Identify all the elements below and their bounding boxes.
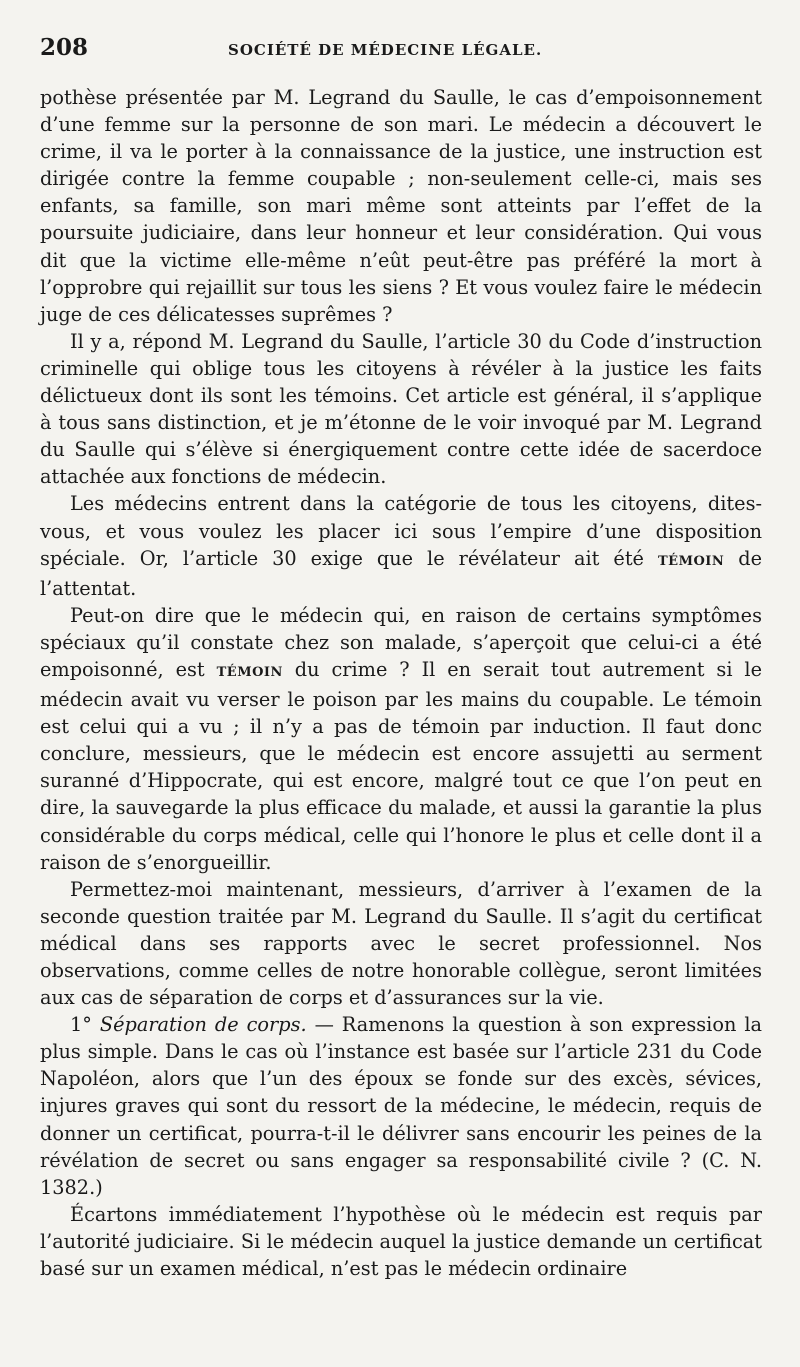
paragraph xyxy=(40,490,762,601)
paragraph: Écartons immédiatement l’hypothèse où le médecin est requis par l’autorité judiciaire. Si le médecin auquel la justice demande un certificat basé sur un examen médical, n’est pas le médecin ordinaire xyxy=(40,1202,762,1281)
section-number: 1° xyxy=(70,1013,100,1037)
paragraph-text: de l’attentat. xyxy=(40,546,763,600)
smallcaps-term: TÉMOIN xyxy=(216,664,283,680)
page-number: 208 xyxy=(40,34,89,61)
paragraph-text: du crime ? Il en serait tout autrement si le médecin avait vu verser le poison par les mains du coupable. Le témoin est celui qui a vu ; il n’y a pas de témoin par induction. Il faut donc conclure, messieurs, que le médecin est encore assujetti au serment suranné d’Hippocrate, qui est encore, malgré tout ce que l’on peut en dire, la sauvegarde la plus efficace du malade, et aussi la garantie la plus considérable du corps médical, celle qui l’honore le plus et celle dont il a raison de s’enorgueillir. xyxy=(40,657,762,874)
smallcaps-term: TÉMOIN xyxy=(657,553,725,569)
paragraph: Il y a, répond M. Legrand du Saulle, l’article 30 du Code d’instruction criminelle qui oblige tous les citoyens à révéler à la justice les faits délictueux dont ils sont les témoins. Cet article est général, il s’applique à tous sans distinction, et je m’étonne de le voir invoqué par M. Legrand du Saulle qui s’élève si énergiquement contre cette idée de sacerdoce attachée aux fonctions de médecin. xyxy=(40,329,762,489)
page-header xyxy=(40,34,762,74)
paragraph: Permettez-moi maintenant, messieurs, d’arriver à l’examen de la seconde question traitée par M. Legrand du Saulle. Il s’agit du certificat médical dans ses rapports avec le secret professionnel. Nos observations, comme celles de notre honorable collègue, seront limitées aux cas de séparation de corps et d’assurances sur la vie. xyxy=(40,877,762,1010)
running-head: SOCIÉTÉ DE MÉDECINE LÉGALE. xyxy=(228,41,543,59)
section-heading: Séparation de corps. xyxy=(99,1013,307,1037)
paragraph xyxy=(40,602,762,876)
paragraph-text: — Ramenons la question à son expression la plus simple. Dans le cas où l’instance est basée sur l’article 231 du Code Napoléon, alors que l’un des époux se fonde sur des excès, sévices, injures graves qui sont du ressort de la médecine, le médecin, requis de donner un certificat, pourra-t-il le délivrer sans encourir les peines de la révélation de secret ou sans engager sa responsabilité civile ? (C. N. 1382.) xyxy=(40,1013,762,1199)
paragraph xyxy=(40,1011,762,1201)
paragraph-text: Peut-on dire que le médecin qui, en raison de certains symptômes spéciaux qu’il constate chez son malade, s’aperçoit que celui-ci a été empoisonné, est xyxy=(40,603,762,681)
body-text xyxy=(40,84,762,1282)
paragraph-text: Les médecins entrent dans la catégorie de tous les citoyens, dites-vous, et vous voulez les placer ici sous l’empire d’une disposition spéciale. Or, l’article 30 exige que le révélateur ait été xyxy=(40,492,762,570)
paragraph: pothèse présentée par M. Legrand du Saulle, le cas d’empoisonnement d’une femme sur la personne de son mari. Le médecin a découvert le crime, il va le porter à la connaissance de la justice, une instruction est dirigée contre la femme coupable ; non-seulement celle-ci, mais ses enfants, sa famille, son mari même sont atteints par l’effet de la poursuite judiciaire, dans leur honneur et leur considération. Qui vous dit que la victime elle-même n’eût peut-être pas préféré la mort à l’opprobre qui rejaillit sur tous les siens ? Et vous voulez faire le médecin juge de ces délicatesses suprêmes ? xyxy=(40,86,762,326)
